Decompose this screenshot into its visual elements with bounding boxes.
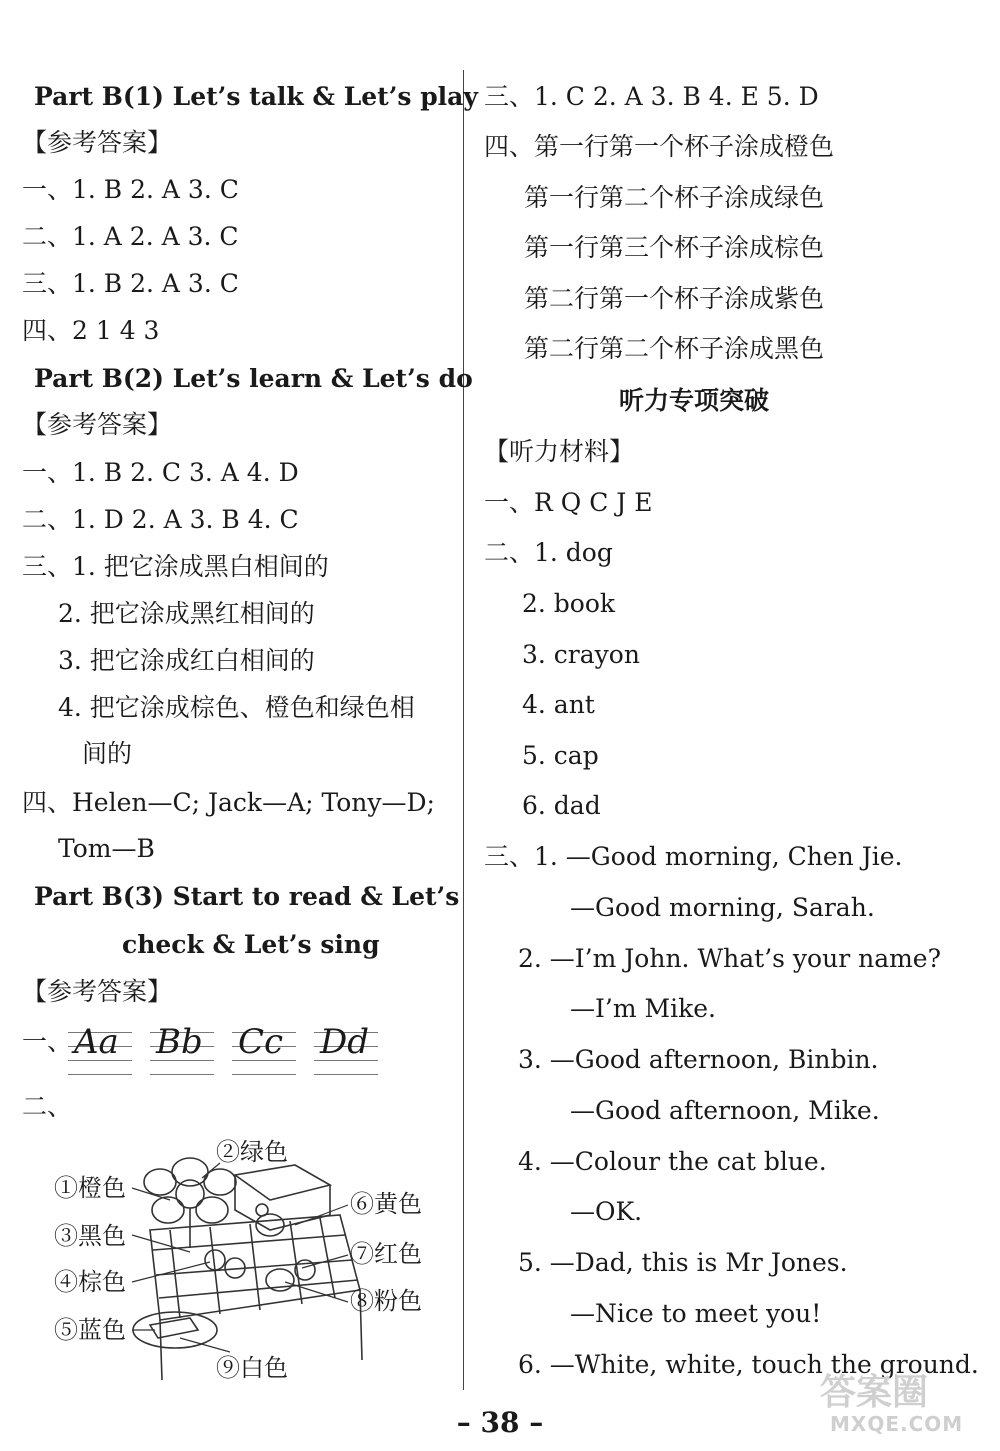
listening-materials-heading: 【听力材料】 — [484, 437, 635, 466]
b1-answer-heading: 【参考答案】 — [22, 128, 173, 157]
right-answer-4-5: 第二行第二个杯子涂成黑色 — [524, 334, 825, 363]
b2-answer-3-2: 2. 把它涂成黑红相间的 — [58, 599, 315, 628]
coloring-diagram — [40, 1130, 460, 1400]
b1-answer-3: 三、1. B 2. A 3. C — [22, 269, 239, 298]
right-answer-3: 三、1. C 2. A 3. B 4. E 5. D — [484, 82, 819, 111]
b2-answer-3-3: 3. 把它涂成红白相间的 — [58, 646, 315, 675]
label-pink: ⑧粉色 — [350, 1287, 422, 1315]
label-yellow: ⑥黄色 — [350, 1190, 422, 1218]
listening-3-2b: —I’m Mike. — [570, 994, 716, 1023]
listening-3-4a: 4. —Colour the cat blue. — [518, 1147, 827, 1176]
label-red: ⑦红色 — [350, 1240, 422, 1268]
right-answer-4-2: 第一行第二个杯子涂成绿色 — [524, 183, 825, 212]
b2-answer-4: 四、Helen—C; Jack—A; Tony—D; — [22, 788, 435, 817]
part-b3-title: Part B(3) Start to read & Let’s — [34, 882, 460, 911]
b3-question-1-label: 一、 — [22, 1027, 73, 1056]
b3-answer-heading: 【参考答案】 — [22, 977, 173, 1006]
b2-answer-3: 三、1. 把它涂成黑白相间的 — [22, 552, 329, 581]
listening-3-6a: 6. —White, white, touch the ground. — [518, 1350, 979, 1379]
b2-answer-3-4: 4. 把它涂成棕色、橙色和绿色相 — [58, 693, 415, 722]
letter-dd: Dd — [320, 1022, 370, 1062]
right-answer-4-3: 第一行第三个杯子涂成棕色 — [524, 233, 825, 262]
listening-2-5: 5. cap — [522, 741, 599, 770]
listening-1: 一、R Q C J E — [484, 488, 653, 517]
letter-box-dd — [314, 1020, 378, 1076]
listening-3-1b: —Good morning, Sarah. — [570, 893, 875, 922]
b2-answer-1: 一、1. B 2. C 3. A 4. D — [22, 458, 299, 487]
b1-answer-2: 二、1. A 2. A 3. C — [22, 222, 239, 251]
listening-3-2a: 2. —I’m John. What’s your name? — [518, 944, 941, 973]
part-b2-title: Part B(2) Let’s learn & Let’s do — [34, 364, 473, 393]
b2-answer-3-4-cont: 间的 — [82, 739, 133, 768]
label-green: ②绿色 — [216, 1138, 288, 1166]
label-blue: ⑤蓝色 — [54, 1316, 126, 1344]
listening-3-3b: —Good afternoon, Mike. — [570, 1096, 880, 1125]
right-answer-4: 四、第一行第一个杯子涂成橙色 — [484, 132, 835, 161]
listening-2-3: 3. crayon — [522, 640, 640, 669]
b2-answer-4-cont: Tom—B — [58, 834, 155, 863]
listening-3-3a: 3. —Good afternoon, Binbin. — [518, 1045, 879, 1074]
watermark-url: MXQE.COM — [830, 1412, 964, 1436]
b2-answer-2: 二、1. D 2. A 3. B 4. C — [22, 505, 299, 534]
watermark-logo-text: 答案圈 — [820, 1372, 929, 1413]
part-b1-title: Part B(1) Let’s talk & Let’s play — [34, 82, 478, 111]
letter-box-cc — [232, 1020, 296, 1076]
label-orange: ①橙色 — [54, 1174, 126, 1202]
listening-3-5b: —Nice to meet you! — [570, 1299, 822, 1328]
listening-3-5a: 5. —Dad, this is Mr Jones. — [518, 1248, 848, 1277]
letter-box-bb — [150, 1020, 214, 1076]
label-white: ⑨白色 — [216, 1354, 288, 1382]
listening-2-2: 2. book — [522, 589, 616, 618]
listening-2-6: 6. dad — [522, 791, 601, 820]
label-black: ③黑色 — [54, 1222, 126, 1250]
letter-bb: Bb — [156, 1022, 203, 1062]
listening-section-title: 听力专项突破 — [618, 386, 769, 415]
b3-question-2-label: 二、 — [22, 1092, 73, 1121]
handwriting-letters — [22, 1020, 452, 1080]
letter-cc: Cc — [238, 1022, 284, 1062]
letter-box-aa — [68, 1020, 132, 1076]
letter-aa: Aa — [74, 1022, 119, 1062]
listening-3-4b: —OK. — [570, 1197, 643, 1226]
b1-answer-1: 一、1. B 2. A 3. C — [22, 175, 239, 204]
b1-answer-4: 四、2 1 4 3 — [22, 316, 160, 345]
listening-3-1a: 三、1. —Good morning, Chen Jie. — [484, 842, 903, 871]
page-number: – 38 – — [456, 1406, 544, 1439]
right-answer-4-4: 第二行第一个杯子涂成紫色 — [524, 284, 825, 313]
part-b3-title-cont: check & Let’s sing — [122, 930, 380, 959]
b2-answer-heading: 【参考答案】 — [22, 410, 173, 439]
listening-2-4: 4. ant — [522, 690, 595, 719]
listening-2-1: 二、1. dog — [484, 538, 613, 567]
site-watermark — [800, 1360, 990, 1445]
column-divider — [463, 70, 464, 1390]
label-brown: ④棕色 — [54, 1268, 126, 1296]
